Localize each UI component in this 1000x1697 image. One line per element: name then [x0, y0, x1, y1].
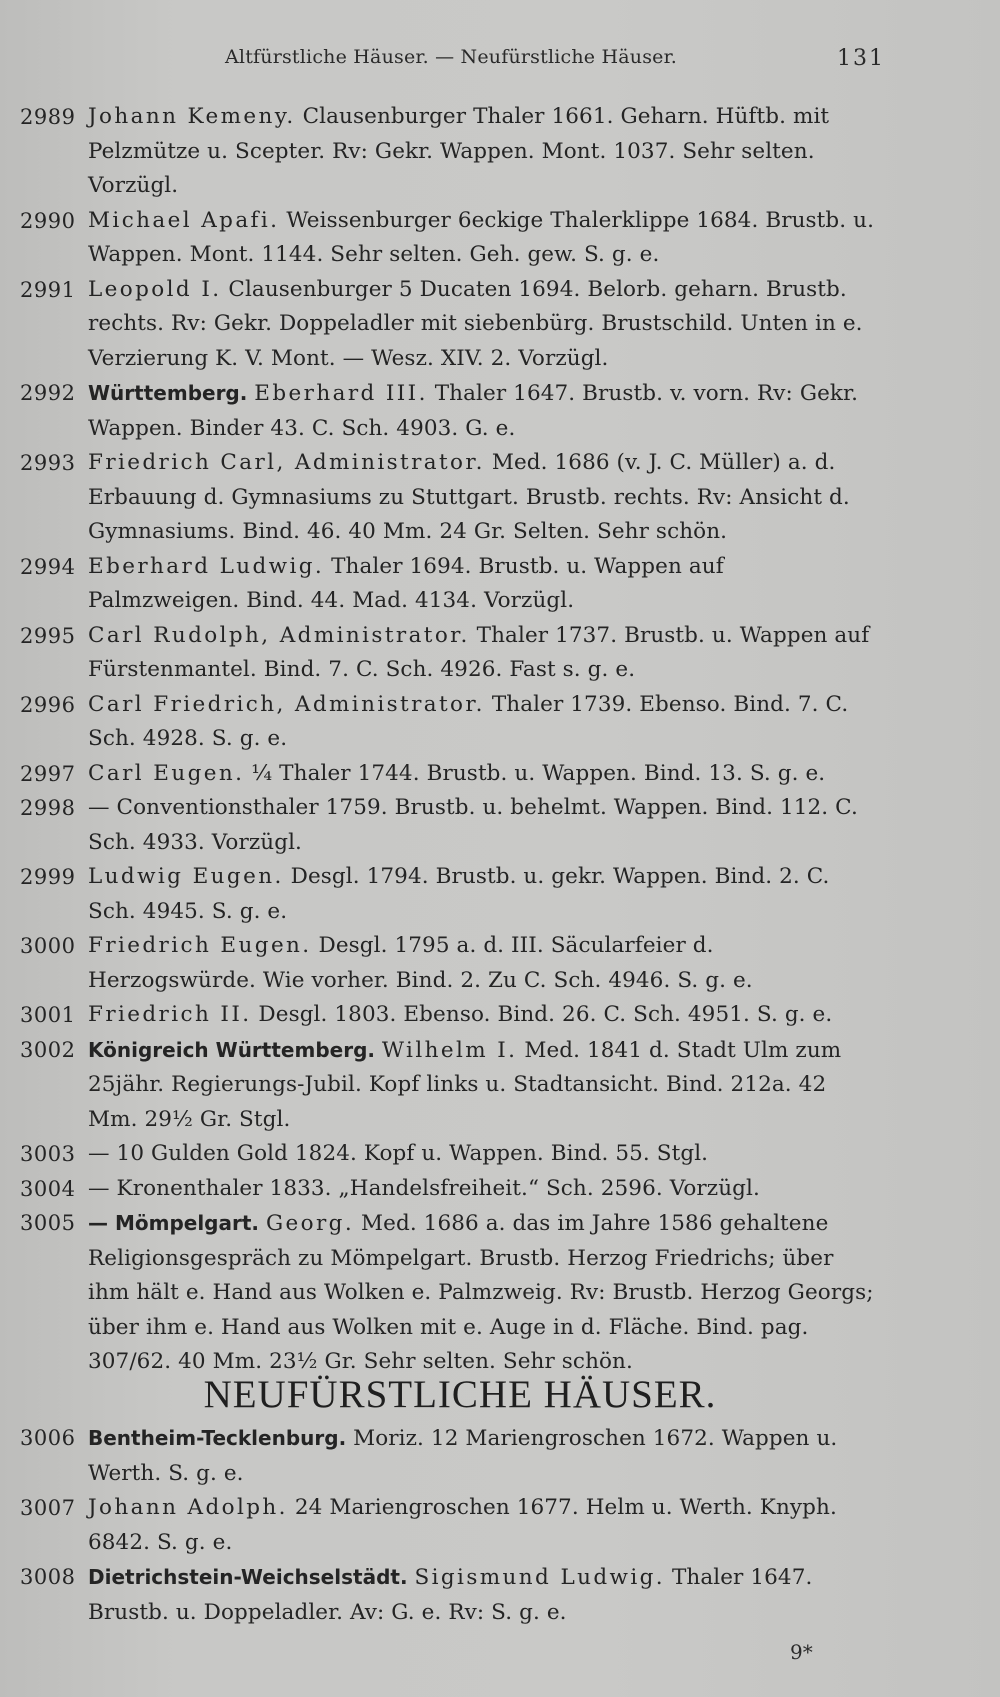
- lot-number: 2989: [20, 105, 76, 129]
- catalog-entry: [20, 1137, 880, 1172]
- catalog-entry: [20, 1491, 880, 1560]
- lot-number: 2992: [20, 381, 76, 405]
- catalog-entry: [20, 1421, 880, 1491]
- entry-body: [88, 381, 858, 441]
- lot-number: 2994: [20, 554, 76, 579]
- entry-body: [88, 277, 863, 371]
- ruler-name: Michael Apafi.: [88, 207, 280, 233]
- entry-description: 24 Mariengroschen 1677. Helm u. Werth. Knyph. 6842. S. g. e.: [88, 1495, 837, 1555]
- catalog-entry: [20, 757, 880, 792]
- ruler-name: Eberhard Ludwig.: [88, 553, 325, 579]
- entry-body: [88, 1426, 837, 1486]
- entry-body: [88, 1211, 874, 1374]
- entry-description: Weissenburger 6eckige Thalerklippe 1684. Brustb. u. Wappen. Mont. 1144. Sehr selten. Geh. gew. S. g. e.: [88, 207, 875, 267]
- lot-number: 3004: [20, 1176, 76, 1201]
- entry-body: [88, 208, 874, 268]
- entry-description: Thaler 1737. Brustb. u. Wappen auf Fürstenmantel. Bind. 7. C. Sch. 4926. Fast s. g. e.: [88, 622, 870, 682]
- entry-body: [88, 761, 825, 786]
- catalog-entry: [20, 1033, 880, 1138]
- entry-description: Thaler 1647. Brustb. v. vorn. Rv: Gekr. Wappen. Binder 43. C. Sch. 4903. G. e.: [88, 381, 859, 441]
- lot-number: 3005: [20, 1211, 76, 1235]
- entry-description: Thaler 1647. Brustb. u. Doppeladler. Av: G. e. Rv: S. g. e.: [88, 1565, 813, 1625]
- ruler-name: Friedrich II.: [88, 1002, 252, 1027]
- entry-description: — Conventionsthaler 1759. Brustb. u. behelmt. Wappen. Bind. 112. C. Sch. 4933. Vorzügl.: [88, 795, 858, 855]
- ruler-name: Carl Rudolph, Administrator.: [88, 622, 470, 648]
- lot-number: 2996: [20, 692, 76, 717]
- lot-number: 2997: [20, 761, 76, 786]
- house-name: Württemberg.: [88, 381, 248, 405]
- catalog-entry: [20, 860, 880, 929]
- catalog-entry: [20, 273, 880, 377]
- house-name: Dietrichstein-Weichselstädt.: [88, 1565, 408, 1589]
- ruler-name: Friedrich Carl, Administrator.: [88, 450, 485, 475]
- catalog-entries: [20, 100, 880, 1380]
- lot-number: 2999: [20, 865, 76, 889]
- lot-number: 2998: [20, 796, 76, 820]
- catalog-entry: [20, 1206, 880, 1380]
- entry-description: Med. 1841 d. Stadt Ulm zum 25jähr. Regierungs-Jubil. Kopf links u. Stadtansicht. Bind. 212a. 42 Mm. 29½ Gr. Stgl.: [88, 1037, 842, 1132]
- lot-number: 3000: [20, 934, 76, 958]
- lot-number: 3001: [20, 1003, 76, 1027]
- entry-description: Med. 1686 (v. J. C. Müller) a. d. Erbauung d. Gymnasiums zu Stuttgart. Brustb. rechts. Rv: Ansicht d. Gymnasiums. Bind. 46. 40 Mm. 24 Gr. Selten. Sehr schön.: [88, 450, 850, 544]
- entry-description: Thaler 1739. Ebenso. Bind. 7. C. Sch. 4928. S. g. e.: [88, 691, 849, 751]
- catalog-entry: [20, 446, 880, 550]
- ruler-name: Eberhard III.: [254, 381, 428, 406]
- entry-body: [88, 450, 850, 544]
- entry-body: [88, 554, 724, 614]
- lot-number: 2995: [20, 623, 76, 648]
- catalog-entry: [20, 100, 880, 204]
- entry-body: [88, 1141, 708, 1166]
- header-title: Altfürstliche Häuser. — Neufürstliche Häuser.: [225, 46, 678, 68]
- lot-number: 3007: [20, 1496, 76, 1520]
- entry-body: [88, 1002, 832, 1027]
- house-name: Königreich Württemberg.: [88, 1037, 375, 1062]
- lot-number: 3006: [20, 1426, 76, 1450]
- catalog-entry: [20, 550, 880, 619]
- lot-number: 2990: [20, 208, 76, 233]
- ruler-name: Sigismund Ludwig.: [414, 1565, 666, 1590]
- catalog-entry: [20, 1172, 880, 1207]
- ruler-name: Georg.: [265, 1211, 355, 1236]
- lot-number: 3002: [20, 1037, 76, 1062]
- entry-description: Desgl. 1794. Brustb. u. gekr. Wappen. Bind. 2. C. Sch. 4945. S. g. e.: [88, 864, 830, 924]
- running-header: [225, 46, 885, 76]
- ruler-name: Johann Adolph.: [88, 1495, 288, 1520]
- catalog-entry: [20, 791, 880, 860]
- house-name: Bentheim-Tecklenburg.: [88, 1426, 347, 1450]
- lot-number: 3003: [20, 1142, 76, 1166]
- entry-body: [88, 692, 848, 752]
- entry-body: [88, 623, 869, 683]
- entry-description: Clausenburger Thaler 1661. Geharn. Hüftb. mit Pelzmütze u. Scepter. Rv: Gekr. Wappen. Mont. 1037. Sehr selten. Vorzügl.: [88, 104, 830, 198]
- catalog-entry: [20, 688, 880, 757]
- entry-body: [88, 104, 829, 198]
- lot-number: 2993: [20, 451, 76, 475]
- entry-body: [88, 795, 858, 855]
- ruler-name: Carl Eugen.: [88, 760, 245, 786]
- section-title: NEUFÜRSTLICHE HÄUSER.: [203, 1373, 717, 1416]
- house-name: — Mömpelgart.: [88, 1211, 260, 1235]
- catalog-entry: [20, 929, 880, 998]
- catalog-entry: [20, 619, 880, 688]
- ruler-name: Johann Kemeny.: [88, 104, 296, 129]
- signature-mark: 9*: [790, 1640, 813, 1664]
- ruler-name: Ludwig Eugen.: [88, 864, 284, 889]
- entry-body: [88, 1565, 812, 1625]
- entry-description: Thaler 1694. Brustb. u. Wappen auf Palmzweigen. Bind. 44. Mad. 4134. Vorzügl.: [88, 553, 724, 613]
- catalog-entry: [20, 204, 880, 273]
- catalog-entry: [20, 1560, 880, 1630]
- catalog-entry: [20, 998, 880, 1033]
- entry-description: — Kronenthaler 1833. „Handelsfreiheit.“ Sch. 2596. Vorzügl.: [88, 1175, 760, 1201]
- ruler-name: Friedrich Eugen.: [88, 933, 312, 958]
- entry-body: [88, 933, 753, 993]
- catalog-entries-second-section: [20, 1421, 880, 1630]
- page-number: 131: [837, 46, 885, 71]
- entry-description: Desgl. 1795 a. d. III. Säcularfeier d. Herzogswürde. Wie vorher. Bind. 2. Zu C. Sch. 4946. S. g. e.: [88, 933, 753, 993]
- entry-description: Clausenburger 5 Ducaten 1694. Belorb. geharn. Brustb. rechts. Rv: Gekr. Doppeladler mit siebenbürg. Brustschild. Unten in e. Verzierung K. V. Mont. — Wesz. XIV. 2. Vorzügl.: [88, 276, 863, 371]
- entry-description: ¼ Thaler 1744. Brustb. u. Wappen. Bind. 13. S. g. e.: [244, 760, 826, 786]
- ruler-name: Carl Friedrich, Administrator.: [88, 691, 485, 717]
- entry-description: Med. 1686 a. das im Jahre 1586 gehaltene Religionsgespräch zu Mömpelgart. Brustb. Herzog Friedrichs; über ihm hält e. Hand aus Wolken e. Palmzweig. Rv: Brustb. Herzog Georgs; über ihm e. Hand aus Wolken mit e. Auge in d. Fläche. Bind. pag. 307/62. 40 Mm. 23½ Gr. Sehr selten. Sehr schön.: [88, 1211, 874, 1374]
- lot-number: 3008: [20, 1565, 76, 1589]
- entry-body: [88, 864, 829, 924]
- entry-body: [88, 1176, 760, 1201]
- ruler-name: Leopold I.: [88, 276, 222, 302]
- ruler-name: Wilhelm I.: [381, 1037, 518, 1063]
- entry-body: [88, 1038, 841, 1132]
- entry-body: [88, 1495, 837, 1555]
- catalog-entry: [20, 376, 880, 446]
- entry-description: — 10 Gulden Gold 1824. Kopf u. Wappen. Bind. 55. Stgl.: [88, 1141, 709, 1166]
- lot-number: 2991: [20, 277, 76, 302]
- entry-description: Desgl. 1803. Ebenso. Bind. 26. C. Sch. 4951. S. g. e.: [251, 1002, 833, 1027]
- entry-description: Moriz. 12 Mariengroschen 1672. Wappen u. Werth. S. g. e.: [88, 1426, 838, 1486]
